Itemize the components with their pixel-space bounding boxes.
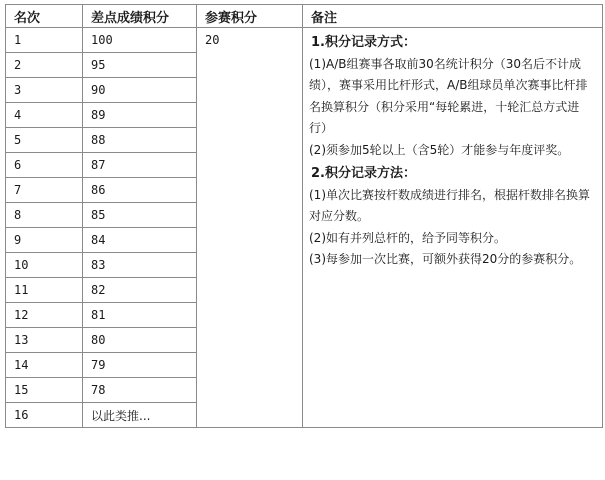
- participation-cell: 20: [197, 28, 303, 428]
- points-cell: 88: [83, 128, 197, 153]
- points-cell: 81: [83, 303, 197, 328]
- points-cell: 78: [83, 378, 197, 403]
- points-cell: 87: [83, 153, 197, 178]
- points-cell: 90: [83, 78, 197, 103]
- rank-cell: 8: [6, 203, 83, 228]
- rank-cell: 7: [6, 178, 83, 203]
- notes-item: (3)每参加一次比赛，可额外获得20分的参赛积分。: [309, 252, 582, 266]
- points-cell: 84: [83, 228, 197, 253]
- header-participation: 参赛积分: [197, 5, 303, 28]
- header-notes: 备注: [303, 5, 603, 28]
- notes-item: (1)单次比赛按杆数成绩进行排名，根据杆数排名换算对应分数。: [309, 187, 591, 223]
- points-cell: 100: [83, 28, 197, 53]
- rank-cell: 14: [6, 353, 83, 378]
- rank-cell: 13: [6, 328, 83, 353]
- rank-cell: 16: [6, 403, 83, 428]
- points-cell: 85: [83, 203, 197, 228]
- notes-item: (2)须参加5轮以上（含5轮）才能参与年度评奖。: [309, 142, 570, 157]
- notes-section2-title: 2.积分记录方法：: [311, 166, 416, 181]
- notes-item: (2)如有并列总杆的，给予同等积分。: [309, 230, 506, 245]
- rank-cell: 9: [6, 228, 83, 253]
- notes-section1-title: 1.积分记录方式：: [311, 35, 416, 50]
- rank-cell: 3: [6, 78, 83, 103]
- header-row: [6, 5, 603, 28]
- notes-cell: [303, 28, 603, 428]
- points-cell: 86: [83, 178, 197, 203]
- points-cell: 82: [83, 278, 197, 303]
- rank-cell: 4: [6, 103, 83, 128]
- rank-cell: 6: [6, 153, 83, 178]
- points-cell: 89: [83, 103, 197, 128]
- points-cell: 83: [83, 253, 197, 278]
- rank-cell: 2: [6, 53, 83, 78]
- rank-cell: 15: [6, 378, 83, 403]
- points-cell: 以此类推...: [83, 403, 197, 428]
- points-cell: 95: [83, 53, 197, 78]
- rank-cell: 12: [6, 303, 83, 328]
- rank-cell: 11: [6, 278, 83, 303]
- rank-cell: 1: [6, 28, 83, 53]
- points-cell: 79: [83, 353, 197, 378]
- header-rank: 名次: [6, 5, 83, 28]
- points-cell: 80: [83, 328, 197, 353]
- rank-cell: 5: [6, 128, 83, 153]
- rank-cell: 10: [6, 253, 83, 278]
- notes-item: (1)A/B组赛事各取前30名统计积分（30名后不计成绩），赛事采用比杆形式，A/B组球员单次赛事比杆排名换算积分（积分采用“每轮累进，十轮汇总方式进行）: [309, 56, 588, 135]
- score-table: [5, 4, 603, 428]
- table-row: [6, 28, 603, 53]
- header-points: 差点成绩积分: [83, 5, 197, 28]
